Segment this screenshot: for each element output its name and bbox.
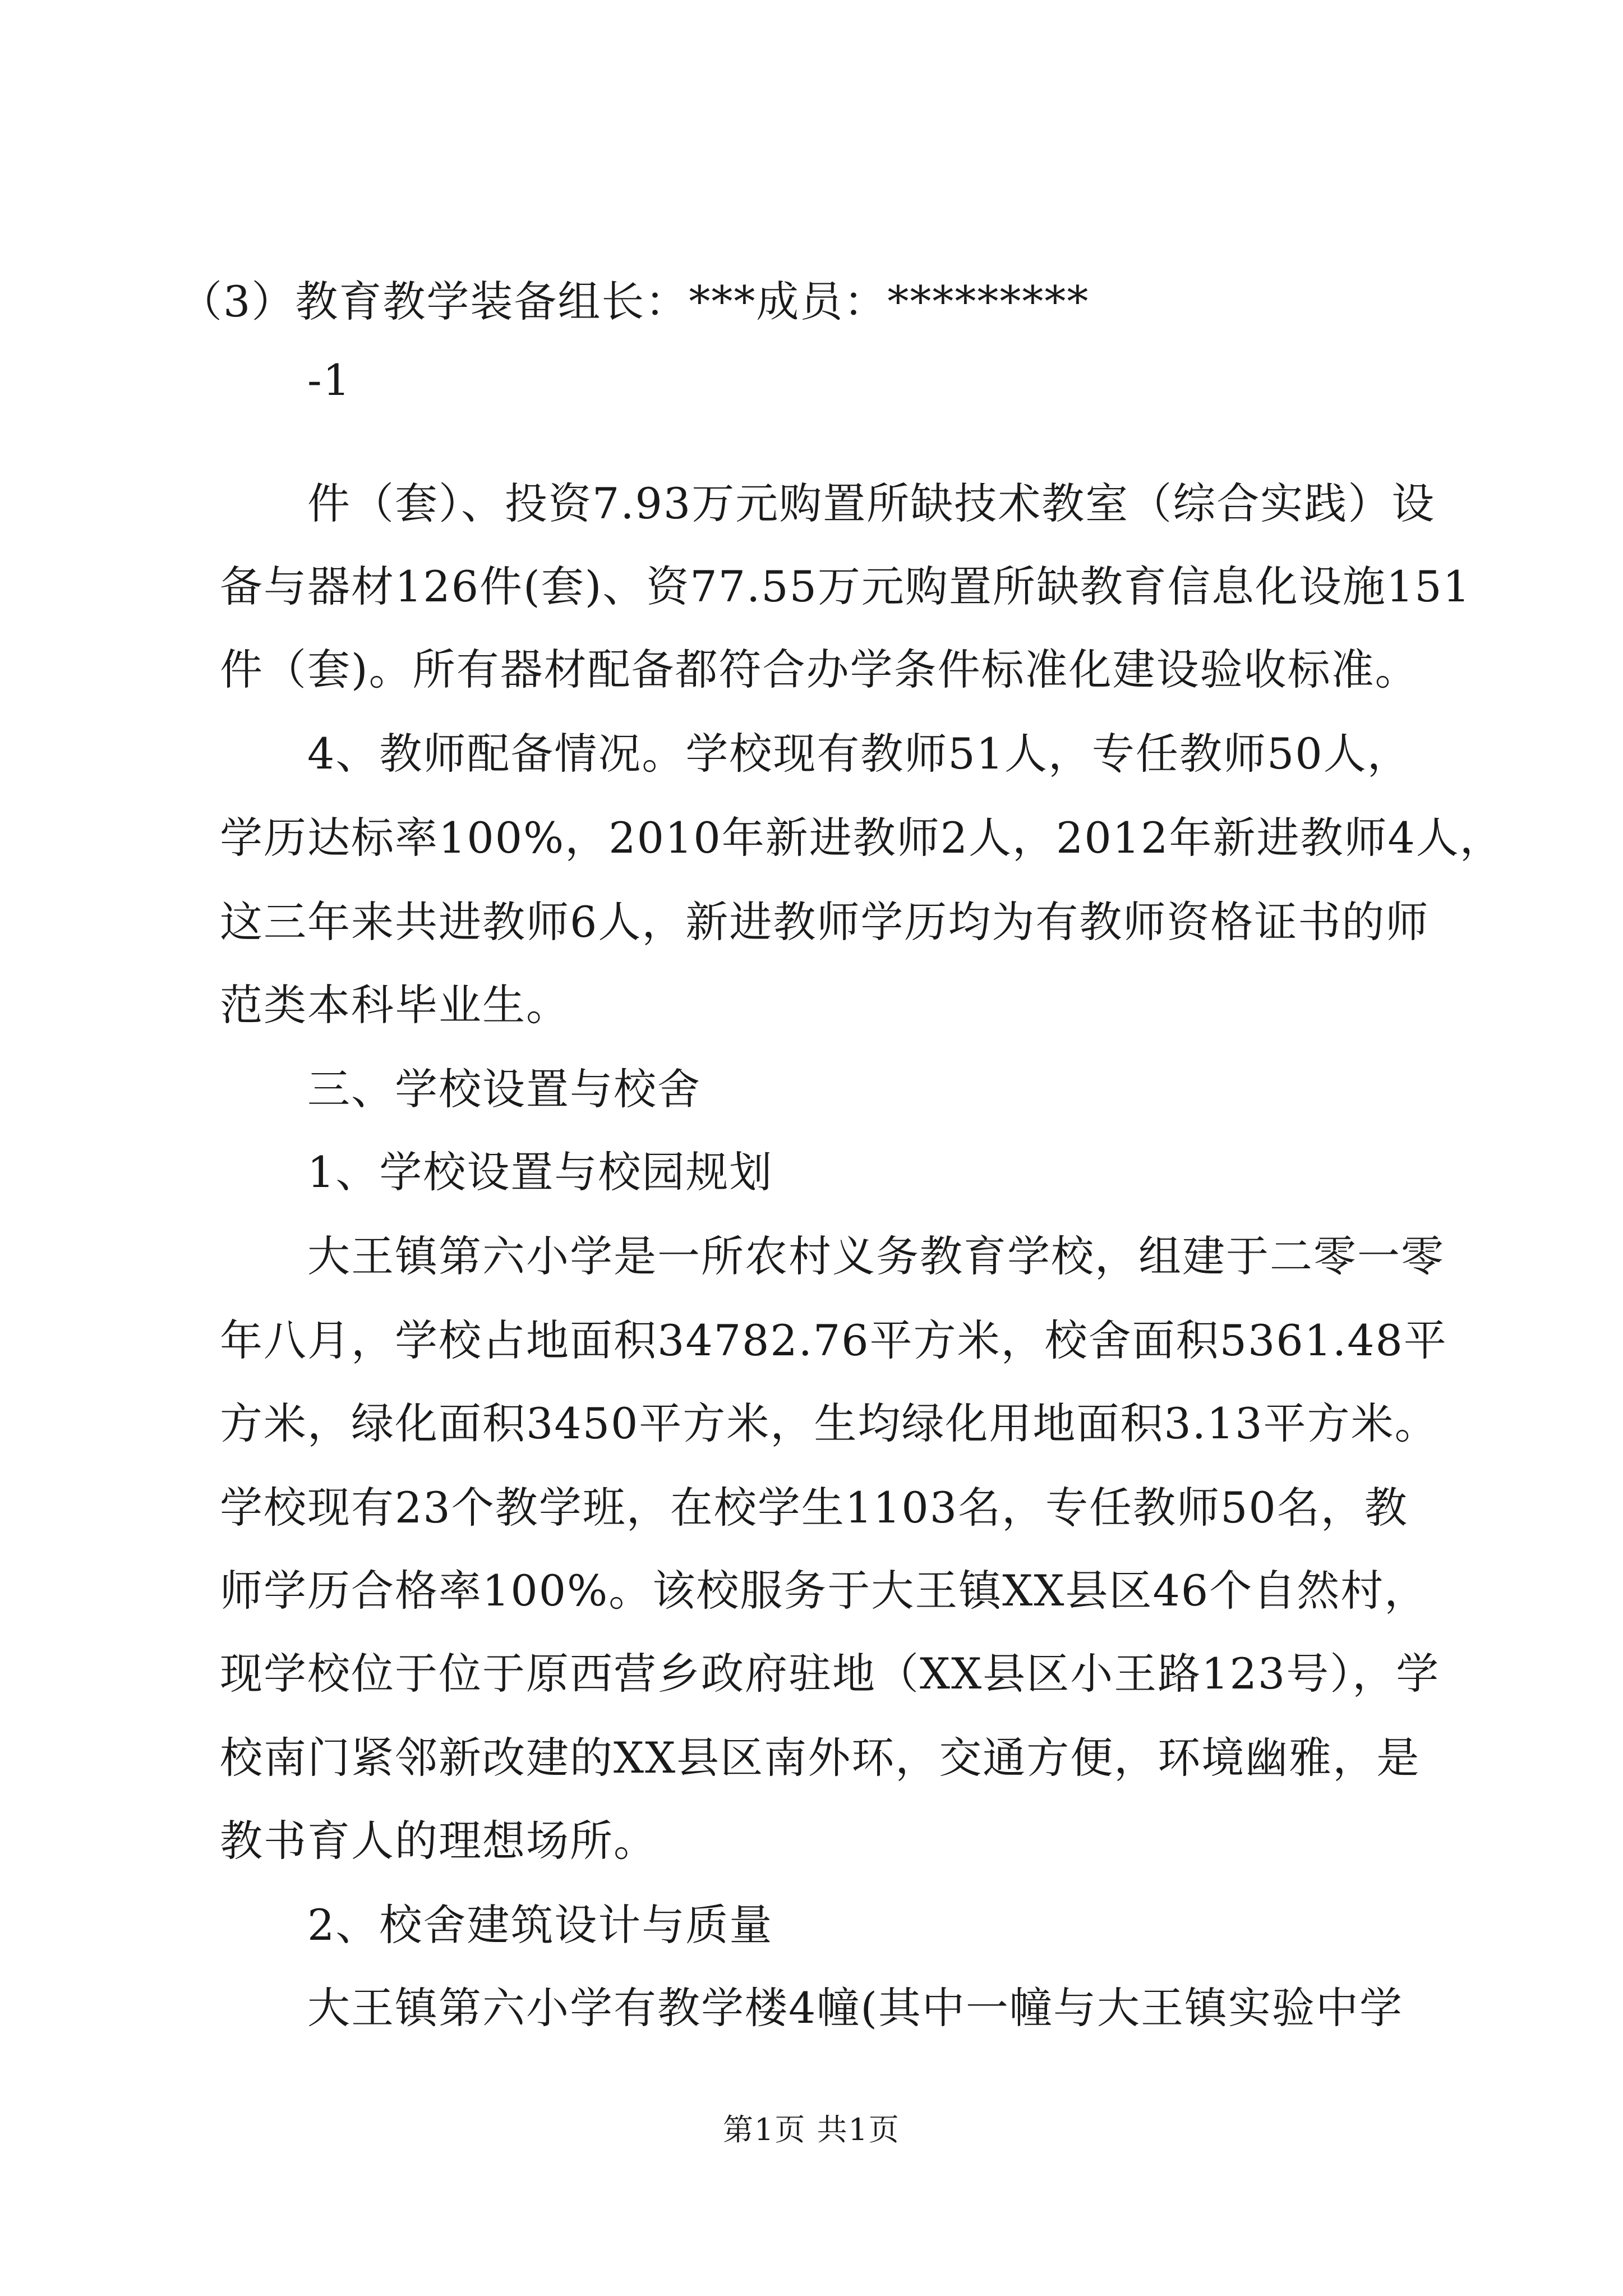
paragraph-line: 4、教师配备情况。学校现有教师51人，专任教师50人， bbox=[307, 729, 1411, 779]
paragraph-line: 备与器材126件(套)、资77.55万元购置所缺教育信息化设施151 bbox=[220, 562, 1471, 611]
paragraph-line: 年八月，学校占地面积34782.76平方米，校舍面积5361.48平 bbox=[220, 1315, 1447, 1365]
section-heading-school-setup: 三、学校设置与校舍 bbox=[307, 1064, 701, 1114]
subsection-heading-campus-planning: 1、学校设置与校园规划 bbox=[307, 1147, 773, 1197]
paragraph-line: 范类本科毕业生。 bbox=[220, 980, 570, 1030]
paragraph-line: 方米，绿化面积3450平方米，生均绿化用地面积3.13平方米。 bbox=[220, 1398, 1438, 1448]
section-heading-equipment-group: （3）教育教学装备组长：***成员：********* bbox=[179, 277, 1090, 326]
paragraph-line: 现学校位于位于原西营乡政府驻地（XX县区小王路123号），学 bbox=[220, 1649, 1440, 1699]
paragraph-line: 师学历合格率100%。该校服务于大王镇XX县区46个自然村， bbox=[220, 1566, 1428, 1616]
paragraph-line: 大王镇第六小学是一所农村义务教育学校，组建于二零一零 bbox=[307, 1231, 1445, 1281]
paragraph-line: 学校现有23个教学班，在校学生1103名，专任教师50名，教 bbox=[220, 1483, 1408, 1533]
paragraph-line: 件（套)。所有器材配备都符合办学条件标准化建设验收标准。 bbox=[220, 645, 1419, 694]
page-fragment-marker: -1 bbox=[307, 355, 352, 405]
page-footer: 第1页 共1页 bbox=[723, 2112, 900, 2147]
paragraph-line: 校南门紧邻新改建的XX县区南外环，交通方便，环境幽雅，是 bbox=[220, 1733, 1421, 1783]
paragraph-line: 大王镇第六小学有教学楼4幢(其中一幢与大王镇实验中学 bbox=[307, 1983, 1404, 2033]
paragraph-line: 件（套）、投资7.93万元购置所缺技术教室（综合实践）设 bbox=[307, 478, 1436, 528]
paragraph-line: 教书育人的理想场所。 bbox=[220, 1816, 657, 1866]
subsection-heading-building-design: 2、校舍建筑设计与质量 bbox=[307, 1900, 773, 1950]
paragraph-line: 学历达标率100%，2010年新进教师2人，2012年新进教师4人， bbox=[220, 813, 1504, 863]
paragraph-line: 这三年来共进教师6人，新进教师学历均为有教师资格证书的师 bbox=[220, 897, 1430, 947]
